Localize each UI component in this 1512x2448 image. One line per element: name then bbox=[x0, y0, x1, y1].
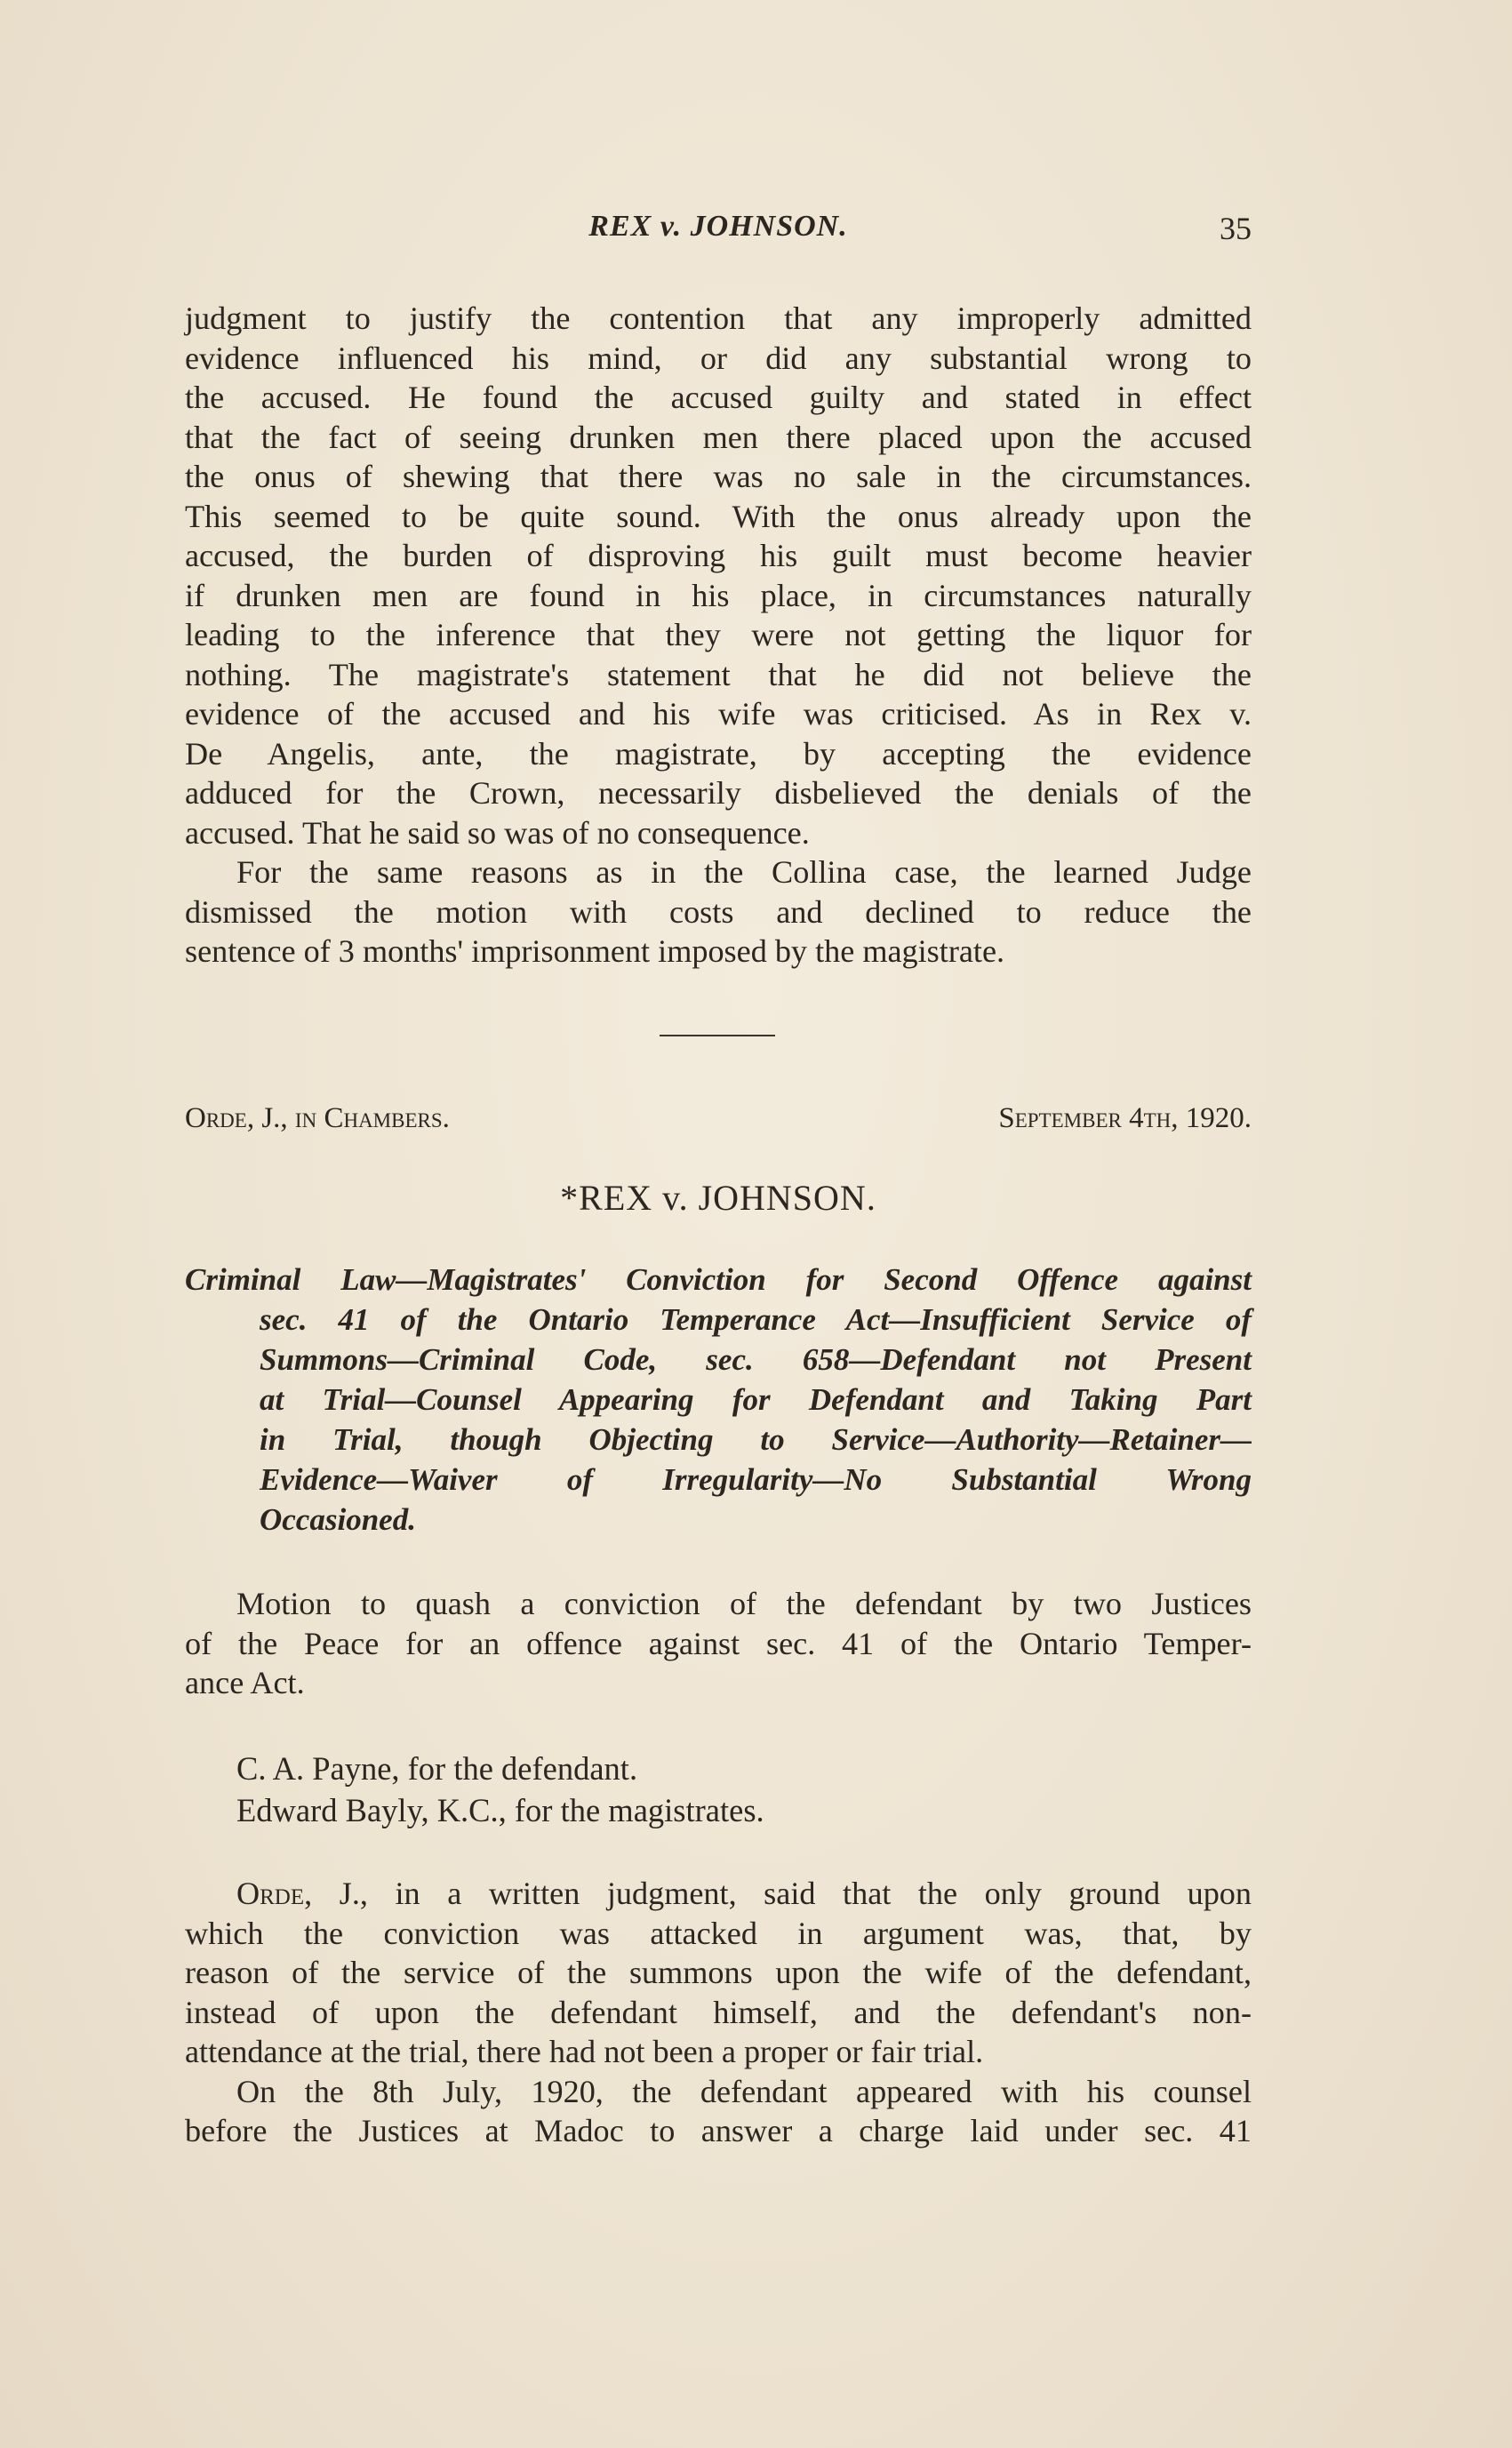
text-line: ance Act. bbox=[185, 1665, 305, 1700]
text-line: leading to the inference that they were not getting the liquor for bbox=[185, 617, 1252, 652]
text-line: before the Justices at Madoc to answer a charge laid under sec. 41 bbox=[185, 2113, 1252, 2148]
court-line bbox=[185, 1102, 1252, 1147]
text-fragment: , in a written judgment, said that the only ground upon bbox=[359, 1876, 1252, 1911]
text-line: On the 8th July, 1920, the defendant appeared with his counsel bbox=[236, 2073, 1252, 2109]
headnote-line: sec. 41 of the Ontario Temperance Act—Insufficient Service of bbox=[260, 1302, 1252, 1337]
counsel-magistrates: Edward Bayly, K.C., for the magistrates. bbox=[236, 1792, 764, 1828]
headnote-line: Occasioned. bbox=[260, 1502, 416, 1537]
page-number: 35 bbox=[1220, 211, 1252, 246]
judge-chambers: Orde, J., in Chambers. bbox=[185, 1102, 450, 1134]
judge-name: Orde, J. bbox=[236, 1876, 360, 1911]
case-title: *REX v. JOHNSON. bbox=[560, 1178, 876, 1218]
text-line: This seemed to be quite sound. With the onus already upon the bbox=[185, 498, 1252, 534]
text-line: dismissed the motion with costs and declined to reduce the bbox=[185, 893, 1252, 930]
judgment-paragraph bbox=[185, 1874, 1252, 2151]
text-line: if drunken men are found in his place, in circumstances naturally bbox=[185, 577, 1252, 613]
headnote-line: Evidence—Waiver of Irregularity—No Substantial Wrong bbox=[260, 1462, 1252, 1497]
text-line: which the conviction was attacked in argument was, that, by bbox=[185, 1915, 1252, 1951]
headnote-line: at Trial—Counsel Appearing for Defendant and Taking Part bbox=[260, 1382, 1252, 1417]
page-header bbox=[185, 210, 1252, 254]
text-line: judgment to justify the contention that any improperly admitted bbox=[185, 300, 1252, 336]
section-divider bbox=[660, 1035, 775, 1036]
text-line: accused. That he said so was of no consequence. bbox=[185, 814, 810, 851]
text-line: Motion to quash a conviction of the defendant by two Justices bbox=[236, 1586, 1252, 1621]
text-line: the onus of shewing that there was no sale in the circumstances. bbox=[185, 459, 1252, 494]
text-line: adduced for the Crown, necessarily disbelieved the denials of the bbox=[185, 775, 1252, 811]
text-line: of the Peace for an offence against sec. 41 of the Ontario Temper- bbox=[185, 1625, 1252, 1661]
text-line: accused, the burden of disproving his guilt must become heavier bbox=[185, 538, 1252, 573]
text-line: attendance at the trial, there had not been a proper or fair trial. bbox=[185, 2034, 984, 2069]
running-head: REX v. JOHNSON. bbox=[588, 210, 848, 243]
headnote-line: Criminal Law—Magistrates' Conviction for Second Offence against bbox=[185, 1262, 1252, 1297]
counsel-block bbox=[185, 1748, 1303, 1831]
continuation-paragraph bbox=[185, 299, 1252, 972]
decision-date: September 4th, 1920. bbox=[998, 1102, 1252, 1134]
text-line: evidence influenced his mind, or did any substantial wrong to bbox=[185, 340, 1252, 376]
text-line: evidence of the accused and his wife was criticised. As in Rex v. bbox=[185, 696, 1252, 732]
motion-paragraph bbox=[185, 1584, 1252, 1703]
counsel-defendant: C. A. Payne, for the defendant. bbox=[236, 1750, 638, 1787]
text-line: instead of upon the defendant himself, and the defendant's non- bbox=[185, 1994, 1252, 2030]
headnote-line: in Trial, though Objecting to Service—Authority—Retainer— bbox=[260, 1422, 1252, 1457]
headnote-line: Summons—Criminal Code, sec. 658—Defendant not Present bbox=[260, 1342, 1252, 1377]
text-line: De Angelis, ante, the magistrate, by accepting the evidence bbox=[185, 735, 1252, 772]
text-line bbox=[185, 1874, 1252, 1914]
text-line: reason of the service of the summons upon the wife of the defendant, bbox=[185, 1955, 1252, 1990]
text-line: For the same reasons as in the Collina case, the learned Judge bbox=[236, 854, 1252, 890]
text-line: that the fact of seeing drunken men there placed upon the accused bbox=[185, 419, 1252, 455]
text-line: nothing. The magistrate's statement that he did not believe the bbox=[185, 656, 1252, 692]
text-line: the accused. He found the accused guilty and stated in effect bbox=[185, 380, 1252, 415]
text-line: sentence of 3 months' imprisonment imposed by the magistrate. bbox=[185, 933, 1005, 969]
